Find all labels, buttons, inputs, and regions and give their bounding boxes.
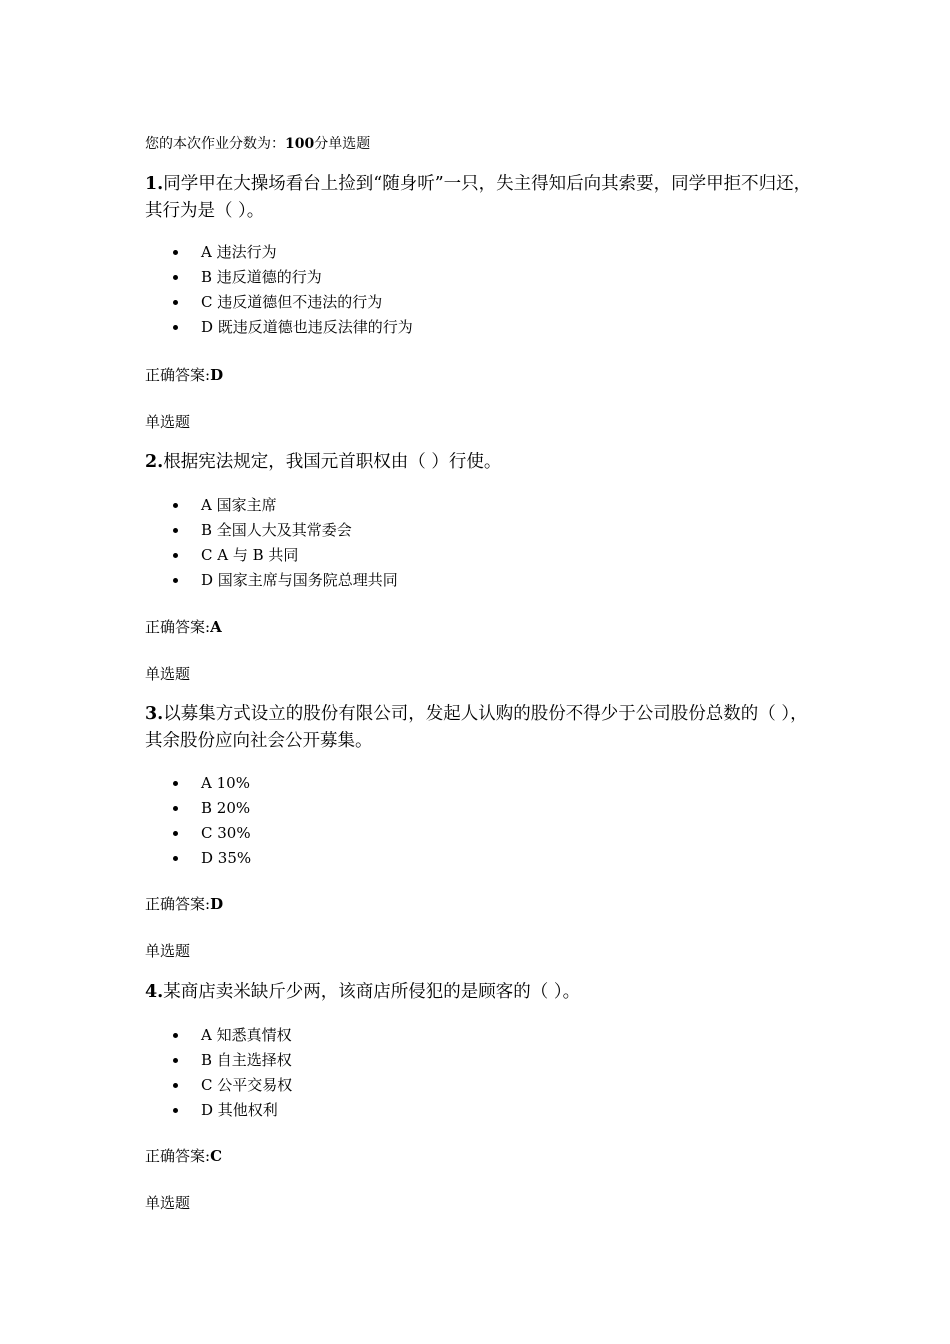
- answer-value: D: [210, 366, 224, 384]
- answer-value: A: [210, 618, 222, 636]
- answer-label: 正确答案:: [145, 618, 211, 636]
- correct-answer-2: [145, 616, 222, 638]
- option-d: D 其他权利: [145, 1098, 292, 1123]
- score-line: [145, 134, 370, 154]
- answer-label: 正确答案:: [145, 1147, 211, 1165]
- option-c: C 30%: [145, 821, 251, 846]
- question-number: 4.: [145, 982, 164, 1002]
- options-4: [145, 1023, 292, 1123]
- question-text: 根据宪法规定，我国元首职权由（ ）行使。: [163, 452, 502, 472]
- score-suffix: 分: [314, 136, 329, 152]
- question-1: [145, 171, 815, 225]
- question-type-5: 单选题: [145, 1194, 191, 1212]
- question-type: 单选题: [328, 136, 371, 152]
- options-3: [145, 771, 251, 871]
- option-a: A 国家主席: [145, 493, 398, 518]
- score-value: 100: [285, 136, 315, 152]
- option-d: D 国家主席与国务院总理共同: [145, 568, 398, 593]
- option-c: C 违反道德但不违法的行为: [145, 290, 413, 315]
- options-1: [145, 240, 413, 340]
- question-4: [145, 979, 815, 1006]
- correct-answer-4: [145, 1145, 222, 1167]
- question-type-3: 单选题: [145, 665, 191, 683]
- option-b: B 全国人大及其常委会: [145, 518, 398, 543]
- answer-label: 正确答案:: [145, 366, 211, 384]
- answer-value: C: [210, 1147, 223, 1165]
- answer-value: D: [210, 895, 224, 913]
- score-prefix: 您的本次作业分数为：: [145, 136, 285, 152]
- question-3: [145, 701, 815, 755]
- question-number: 2.: [145, 452, 164, 472]
- correct-answer-1: [145, 364, 223, 386]
- question-text: 以募集方式设立的股份有限公司，发起人认购的股份不得少于公司股份总数的（ ），其余股份应向社会公开募集。: [145, 704, 808, 751]
- question-number: 3.: [145, 704, 164, 724]
- option-b: B 20%: [145, 796, 251, 821]
- question-2: [145, 449, 815, 476]
- option-d: D 35%: [145, 846, 251, 871]
- option-c: C A 与 B 共同: [145, 543, 398, 568]
- option-c: C 公平交易权: [145, 1073, 292, 1098]
- question-type-2: 单选题: [145, 413, 191, 431]
- question-text: 同学甲在大操场看台上捡到“随身听”一只，失主得知后向其索要，同学甲拒不归还，其行为是（ ）。: [145, 174, 812, 221]
- question-number: 1.: [145, 174, 164, 194]
- option-a: A 违法行为: [145, 240, 413, 265]
- answer-label: 正确答案:: [145, 895, 211, 913]
- option-d: D 既违反道德也违反法律的行为: [145, 315, 413, 340]
- option-a: A 知悉真情权: [145, 1023, 292, 1048]
- option-b: B 自主选择权: [145, 1048, 292, 1073]
- question-type-4: 单选题: [145, 942, 191, 960]
- option-b: B 违反道德的行为: [145, 265, 413, 290]
- options-2: [145, 493, 398, 593]
- correct-answer-3: [145, 893, 223, 915]
- question-text: 某商店卖米缺斤少两，该商店所侵犯的是顾客的（ ）。: [163, 982, 581, 1002]
- option-a: A 10%: [145, 771, 251, 796]
